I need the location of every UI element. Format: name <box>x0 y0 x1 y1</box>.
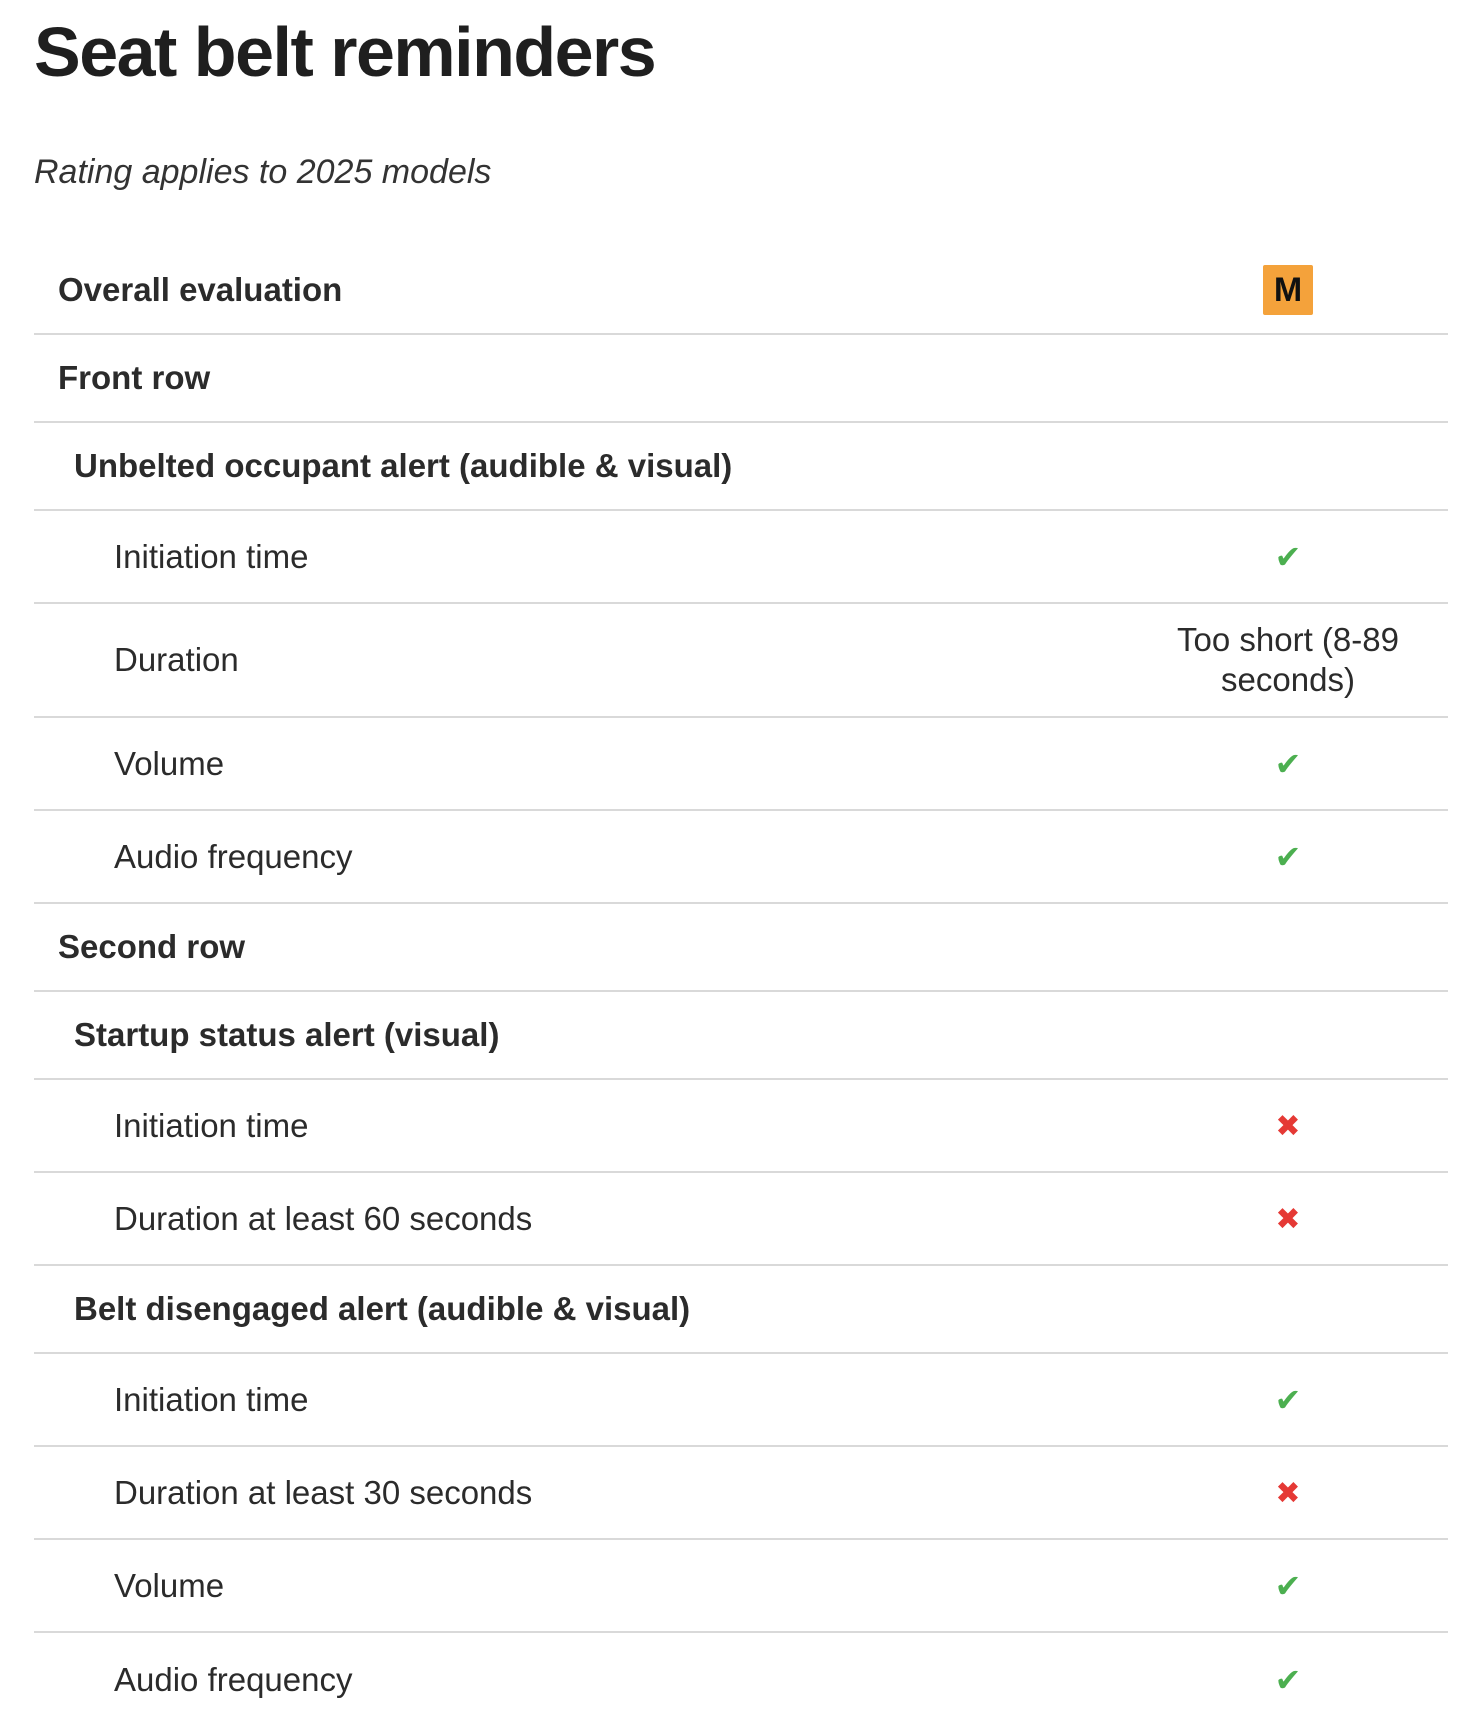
check-icon: ✔ <box>1274 1567 1302 1604</box>
row-value <box>1128 620 1448 700</box>
table-row <box>34 1633 1448 1726</box>
table-row <box>34 604 1448 718</box>
row-label: Overall evaluation <box>58 271 343 308</box>
row-value <box>1128 1380 1448 1420</box>
table-row <box>34 1540 1448 1633</box>
row-label: Initiation time <box>114 1106 309 1144</box>
check-icon: ✔ <box>1274 745 1302 782</box>
page-title: Seat belt reminders <box>34 13 656 91</box>
row-label: Duration <box>114 641 239 678</box>
row-value <box>1128 1660 1448 1700</box>
table-row <box>34 811 1448 904</box>
row-value <box>1128 1198 1448 1240</box>
section-row <box>34 904 1448 992</box>
check-icon: ✔ <box>1274 1381 1302 1418</box>
check-icon: ✔ <box>1274 1661 1302 1698</box>
row-label: Volume <box>114 744 225 782</box>
rating-note: Rating applies to 2025 models <box>34 153 492 191</box>
row-value <box>1128 1566 1448 1606</box>
table-row <box>34 247 1448 335</box>
table-row <box>34 1447 1448 1540</box>
subsection-label: Belt disengaged alert (audible & visual) <box>74 1290 691 1327</box>
row-label: Audio frequency <box>114 837 353 875</box>
table-row <box>34 511 1448 604</box>
cross-icon: ✖ <box>1275 1109 1301 1143</box>
cross-icon: ✖ <box>1275 1476 1301 1510</box>
row-label: Audio frequency <box>114 1660 353 1698</box>
subsection-label: Unbelted occupant alert (audible & visual) <box>74 447 733 484</box>
row-label: Initiation time <box>114 1380 309 1418</box>
check-icon: ✔ <box>1274 538 1302 575</box>
row-value <box>1128 837 1448 877</box>
row-label: Duration at least 60 seconds <box>114 1199 533 1237</box>
row-label: Duration at least 30 seconds <box>114 1473 533 1511</box>
subsection-row <box>34 1266 1448 1354</box>
subsection-row <box>34 423 1448 511</box>
table-row <box>34 1354 1448 1447</box>
row-value <box>1128 1472 1448 1514</box>
section-row <box>34 335 1448 423</box>
cross-icon: ✖ <box>1275 1202 1301 1236</box>
section-label: Second row <box>58 928 246 965</box>
table-row <box>34 1173 1448 1266</box>
row-value <box>1128 537 1448 577</box>
duration-result-text: Too short (8-89 seconds) <box>1177 621 1399 698</box>
rating-badge: M <box>1263 265 1313 315</box>
row-value <box>1128 265 1448 315</box>
section-label: Front row <box>58 359 211 396</box>
subsection-row <box>34 992 1448 1080</box>
table-row <box>34 1080 1448 1173</box>
check-icon: ✔ <box>1274 838 1302 875</box>
ratings-table <box>34 247 1448 1726</box>
row-value <box>1128 744 1448 784</box>
row-value <box>1128 1105 1448 1147</box>
row-label: Volume <box>114 1566 225 1604</box>
row-label: Initiation time <box>114 537 309 575</box>
subsection-label: Startup status alert (visual) <box>74 1016 500 1053</box>
table-row <box>34 718 1448 811</box>
